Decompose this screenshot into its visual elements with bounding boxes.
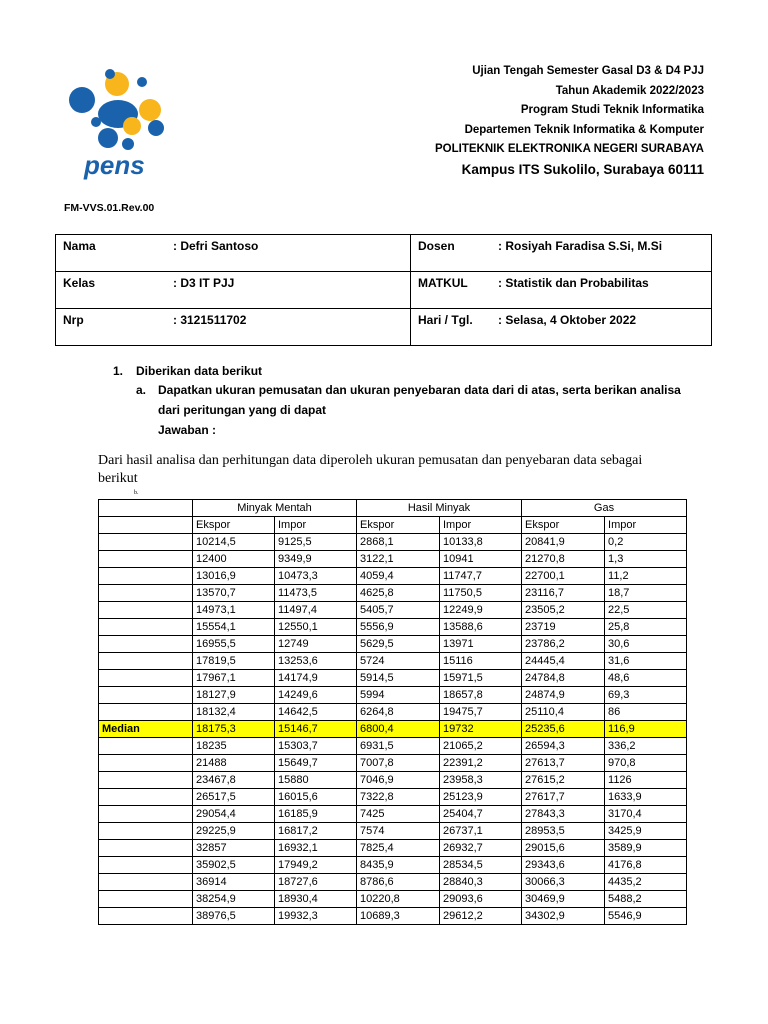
pens-logo-graphic: [60, 66, 180, 184]
table-corner-cell: [99, 517, 193, 534]
table-cell: 13016,9: [193, 568, 275, 585]
table-cell: 38976,5: [193, 908, 275, 925]
table-cell: 36914: [193, 874, 275, 891]
table-cell: 6931,5: [357, 738, 440, 755]
table-cell: 16955,5: [193, 636, 275, 653]
table-cell: 11747,7: [440, 568, 522, 585]
table-cell: 23467,8: [193, 772, 275, 789]
table-cell: 23786,2: [522, 636, 605, 653]
table-row-label: [99, 670, 193, 687]
table-cell: 4176,8: [605, 857, 687, 874]
table-cell: 22700,1: [522, 568, 605, 585]
table-row-label: [99, 568, 193, 585]
table-cell: 28953,5: [522, 823, 605, 840]
table-row: [99, 840, 687, 857]
table-row-label: [99, 789, 193, 806]
table-subheader: Ekspor: [357, 517, 440, 534]
table-corner-cell: [99, 500, 193, 517]
table-cell: 29225,9: [193, 823, 275, 840]
table-cell: 18127,9: [193, 687, 275, 704]
kelas-value: : D3 IT PJJ: [173, 276, 235, 290]
nrp-label: Nrp: [63, 313, 84, 327]
table-subheader: Impor: [440, 517, 522, 534]
table-cell: 26737,1: [440, 823, 522, 840]
table-row-label: [99, 874, 193, 891]
table-cell: 19932,3: [275, 908, 357, 925]
institution-header: [435, 62, 704, 179]
table-cell: 12249,9: [440, 602, 522, 619]
table-cell: 2868,1: [357, 534, 440, 551]
table-cell: 27843,3: [522, 806, 605, 823]
table-cell: 31,6: [605, 653, 687, 670]
table-row: [99, 874, 687, 891]
table-group-header: Gas: [522, 500, 687, 517]
sub-question-number: a.: [136, 383, 147, 397]
table-cell: 24874,9: [522, 687, 605, 704]
hari-value: : Selasa, 4 Oktober 2022: [498, 313, 637, 327]
table-row-label: [99, 738, 193, 755]
nama-label: Nama: [63, 239, 96, 253]
matkul-label: MATKUL: [418, 276, 468, 290]
student-info-table: [55, 234, 712, 346]
table-row: [99, 772, 687, 789]
table-cell: 3122,1: [357, 551, 440, 568]
table-row: [99, 687, 687, 704]
table-row: [99, 857, 687, 874]
header-line-campus: Kampus ITS Sukolilo, Surabaya 60111: [461, 161, 704, 177]
table-cell: 970,8: [605, 755, 687, 772]
table-cell: 8435,9: [357, 857, 440, 874]
table-cell: 11473,5: [275, 585, 357, 602]
table-cell: 18657,8: [440, 687, 522, 704]
table-cell: 12749: [275, 636, 357, 653]
table-group-header-row: [99, 500, 687, 517]
table-cell: 23719: [522, 619, 605, 636]
table-cell: 15649,7: [275, 755, 357, 772]
table-cell: 14642,5: [275, 704, 357, 721]
table-cell: 3425,9: [605, 823, 687, 840]
table-cell: 10473,3: [275, 568, 357, 585]
table-cell: 17949,2: [275, 857, 357, 874]
table-row: [99, 670, 687, 687]
table-row-median: [99, 721, 687, 738]
table-subheader-row: [99, 517, 687, 534]
kelas-label: Kelas: [63, 276, 96, 290]
table-cell: 25235,6: [522, 721, 605, 738]
table-cell: 10689,3: [357, 908, 440, 925]
table-cell: 34302,9: [522, 908, 605, 925]
nrp-value: : 3121511702: [173, 313, 247, 327]
table-cell: 21065,2: [440, 738, 522, 755]
table-cell: 14174,9: [275, 670, 357, 687]
table-cell: 18727,6: [275, 874, 357, 891]
table-row-label: [99, 806, 193, 823]
hari-label: Hari / Tgl.: [418, 313, 473, 327]
table-cell: 13570,7: [193, 585, 275, 602]
table-row-label: [99, 908, 193, 925]
table-cell: 7825,4: [357, 840, 440, 857]
table-cell: 18132,4: [193, 704, 275, 721]
table-cell: 69,3: [605, 687, 687, 704]
table-cell: 5994: [357, 687, 440, 704]
table-cell: 12550,1: [275, 619, 357, 636]
table-cell: 5556,9: [357, 619, 440, 636]
table-cell: 27615,2: [522, 772, 605, 789]
table-cell: 15116: [440, 653, 522, 670]
matkul-value: : Statistik dan Probabilitas: [498, 276, 649, 290]
table-row-label: [99, 891, 193, 908]
table-cell: 116,9: [605, 721, 687, 738]
info-cell-hari: [411, 309, 712, 346]
table-cell: 32857: [193, 840, 275, 857]
question-text: Diberikan data berikut: [136, 364, 263, 378]
table-cell: 13588,6: [440, 619, 522, 636]
table-cell: 16015,6: [275, 789, 357, 806]
table-row-label: [99, 653, 193, 670]
table-cell: 26932,7: [440, 840, 522, 857]
table-cell: 30469,9: [522, 891, 605, 908]
form-code: FM-VVS.01.Rev.00: [64, 202, 155, 214]
table-cell: 29015,6: [522, 840, 605, 857]
header-line-institution: POLITEKNIK ELEKTRONIKA NEGERI SURABAYA: [434, 143, 704, 155]
table-row-label: [99, 755, 193, 772]
table-cell: 29093,6: [440, 891, 522, 908]
table-cell: 21270,8: [522, 551, 605, 568]
nama-value: : Defri Santoso: [173, 239, 259, 253]
table-cell: 38254,9: [193, 891, 275, 908]
table-cell: 7046,9: [357, 772, 440, 789]
table-row: [99, 568, 687, 585]
info-cell-nama: [56, 235, 411, 272]
info-row: [56, 309, 712, 346]
question-1a: [136, 380, 696, 440]
table-row: [99, 602, 687, 619]
question-number: 1.: [113, 364, 124, 378]
table-cell: 12400: [193, 551, 275, 568]
table-cell: 86: [605, 704, 687, 721]
table-cell: 27613,7: [522, 755, 605, 772]
info-cell-dosen: [411, 235, 712, 272]
table-cell: 6800,4: [357, 721, 440, 738]
table-cell: 19475,7: [440, 704, 522, 721]
table-subheader: Impor: [275, 517, 357, 534]
table-cell: 16932,1: [275, 840, 357, 857]
median-label: Median: [99, 721, 193, 738]
table-cell: 17819,5: [193, 653, 275, 670]
table-cell: 11750,5: [440, 585, 522, 602]
answer-label: Jawaban :: [158, 423, 217, 437]
table-cell: 25110,4: [522, 704, 605, 721]
table-cell: 17967,1: [193, 670, 275, 687]
table-cell: 26517,5: [193, 789, 275, 806]
table-row-label: [99, 704, 193, 721]
table-group-header: Minyak Mentah: [193, 500, 357, 517]
info-row: [56, 235, 712, 272]
table-cell: 28534,5: [440, 857, 522, 874]
table-cell: 48,6: [605, 670, 687, 687]
sub-question-text-1: Dapatkan ukuran pemusatan dan ukuran penyebaran data dari di atas, serta berikan analisa: [158, 383, 681, 397]
table-row-label: [99, 602, 193, 619]
table-cell: 1126: [605, 772, 687, 789]
sub-question-text-2: dari peritungan yang di dapat: [158, 403, 327, 417]
table-row: [99, 738, 687, 755]
table-cell: 3170,4: [605, 806, 687, 823]
table-cell: 26594,3: [522, 738, 605, 755]
dosen-value: : Rosiyah Faradisa S.Si, M.Si: [498, 239, 663, 253]
table-row: [99, 534, 687, 551]
table-cell: 29054,4: [193, 806, 275, 823]
table-cell: 11,2: [605, 568, 687, 585]
table-cell: 15303,7: [275, 738, 357, 755]
table-cell: 14249,6: [275, 687, 357, 704]
table-cell: 23505,2: [522, 602, 605, 619]
table-row: [99, 551, 687, 568]
table-cell: 4059,4: [357, 568, 440, 585]
table-group-header: Hasil Minyak: [357, 500, 522, 517]
table-cell: 11497,4: [275, 602, 357, 619]
table-cell: 30,6: [605, 636, 687, 653]
table-row-label: [99, 823, 193, 840]
table-cell: 0,2: [605, 534, 687, 551]
logo-text: pens: [84, 150, 145, 180]
table-cell: 35902,5: [193, 857, 275, 874]
table-cell: 10214,5: [193, 534, 275, 551]
small-marker: b.: [134, 490, 139, 496]
table-cell: 25,8: [605, 619, 687, 636]
header-line-program: Program Studi Teknik Informatika: [520, 104, 704, 116]
table-cell: 18235: [193, 738, 275, 755]
table-cell: 9349,9: [275, 551, 357, 568]
table-cell: 22391,2: [440, 755, 522, 772]
table-cell: 15971,5: [440, 670, 522, 687]
info-cell-nrp: [56, 309, 411, 346]
table-cell: 16817,2: [275, 823, 357, 840]
table-row-label: [99, 857, 193, 874]
table-cell: 336,2: [605, 738, 687, 755]
table-cell: 20841,9: [522, 534, 605, 551]
table-cell: 7007,8: [357, 755, 440, 772]
table-cell: 5488,2: [605, 891, 687, 908]
table-cell: 1,3: [605, 551, 687, 568]
table-cell: 15880: [275, 772, 357, 789]
info-row: [56, 272, 712, 309]
table-cell: 30066,3: [522, 874, 605, 891]
table-cell: 10133,8: [440, 534, 522, 551]
table-row-label: [99, 636, 193, 653]
table-subheader: Ekspor: [522, 517, 605, 534]
table-cell: 5405,7: [357, 602, 440, 619]
table-row-label: [99, 840, 193, 857]
table-cell: 16185,9: [275, 806, 357, 823]
table-cell: 8786,6: [357, 874, 440, 891]
table-row: [99, 755, 687, 772]
table-row: [99, 908, 687, 925]
table-row: [99, 823, 687, 840]
table-cell: 28840,3: [440, 874, 522, 891]
table-cell: 25404,7: [440, 806, 522, 823]
table-cell: 5546,9: [605, 908, 687, 925]
table-cell: 21488: [193, 755, 275, 772]
dosen-label: Dosen: [418, 239, 455, 253]
data-table: [98, 499, 687, 925]
table-cell: 7574: [357, 823, 440, 840]
table-cell: 13253,6: [275, 653, 357, 670]
table-cell: 5914,5: [357, 670, 440, 687]
table-row: [99, 891, 687, 908]
table-cell: 4625,8: [357, 585, 440, 602]
table-cell: 24445,4: [522, 653, 605, 670]
table-cell: 18175,3: [193, 721, 275, 738]
table-cell: 3589,9: [605, 840, 687, 857]
table-cell: 9125,5: [275, 534, 357, 551]
table-cell: 6264,8: [357, 704, 440, 721]
table-cell: 5629,5: [357, 636, 440, 653]
table-row: [99, 806, 687, 823]
table-row: [99, 704, 687, 721]
table-row: [99, 789, 687, 806]
table-cell: 15146,7: [275, 721, 357, 738]
table-row: [99, 585, 687, 602]
header-line-exam: Ujian Tengah Semester Gasal D3 & D4 PJJ: [472, 65, 704, 77]
info-cell-matkul: [411, 272, 712, 309]
table-row-label: [99, 534, 193, 551]
table-cell: 13971: [440, 636, 522, 653]
table-subheader: Impor: [605, 517, 687, 534]
table-row-label: [99, 687, 193, 704]
table-row: [99, 636, 687, 653]
table-cell: 18,7: [605, 585, 687, 602]
table-cell: 1633,9: [605, 789, 687, 806]
header-line-year: Tahun Akademik 2022/2023: [555, 84, 704, 97]
table-row-label: [99, 772, 193, 789]
table-cell: 10220,8: [357, 891, 440, 908]
table-cell: 27617,7: [522, 789, 605, 806]
table-cell: 23958,3: [440, 772, 522, 789]
table-cell: 23116,7: [522, 585, 605, 602]
header-line-department: Departemen Teknik Informatika & Komputer: [464, 123, 704, 136]
table-cell: 5724: [357, 653, 440, 670]
info-cell-kelas: [56, 272, 411, 309]
table-cell: 29343,6: [522, 857, 605, 874]
table-cell: 7322,8: [357, 789, 440, 806]
table-cell: 14973,1: [193, 602, 275, 619]
table-cell: 18930,4: [275, 891, 357, 908]
table-cell: 25123,9: [440, 789, 522, 806]
table-cell: 22,5: [605, 602, 687, 619]
table-cell: 7425: [357, 806, 440, 823]
table-row: [99, 619, 687, 636]
table-cell: 29612,2: [440, 908, 522, 925]
question-1: [113, 361, 262, 381]
table-cell: 24784,8: [522, 670, 605, 687]
table-row: [99, 653, 687, 670]
table-subheader: Ekspor: [193, 517, 275, 534]
table-cell: 10941: [440, 551, 522, 568]
table-cell: 4435,2: [605, 874, 687, 891]
table-row-label: [99, 619, 193, 636]
table-cell: 15554,1: [193, 619, 275, 636]
pens-logo: [60, 66, 180, 184]
table-row-label: [99, 551, 193, 568]
answer-paragraph: Dari hasil analisa dan perhitungan data diperoleh ukuran pemusatan dan penyebaran data sebagai berikut: [98, 453, 643, 486]
table-row-label: [99, 585, 193, 602]
table-cell: 19732: [440, 721, 522, 738]
